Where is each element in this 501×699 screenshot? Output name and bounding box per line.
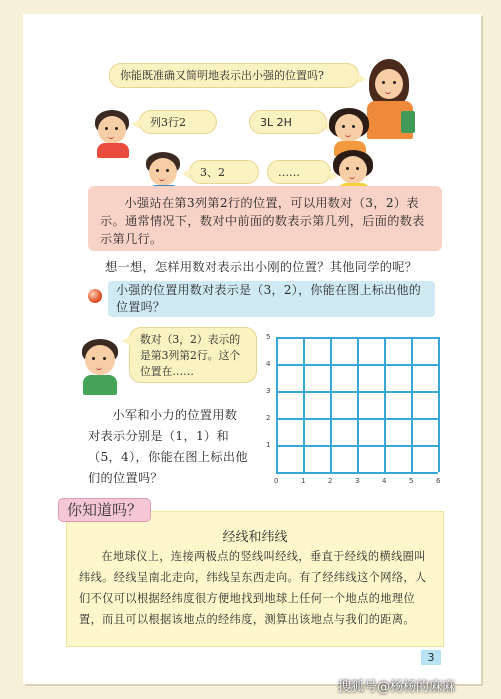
- x-tick-label: 5: [409, 477, 414, 485]
- grid-vertical-line: [276, 337, 278, 472]
- grid-vertical-line: [357, 337, 359, 472]
- task-text: 小强的位置用数对表示是（3，2），你能在图上标出他的位置吗？: [116, 283, 422, 314]
- boy-avatar-3: [78, 339, 122, 395]
- grid-horizontal-line: [276, 337, 438, 339]
- info-box-text: 小强站在第3列第2行的位置，可以用数对（3，2）表示。通常情况下，数对中前面的数表示第几列，后面的数表示第几行。: [100, 196, 425, 246]
- grid-horizontal-line: [276, 391, 438, 393]
- know-tab: 你知道吗？: [58, 498, 151, 522]
- answer-text-1: 列3行2: [150, 116, 186, 129]
- x-tick-label: 4: [382, 477, 387, 485]
- grid-vertical-line: [438, 337, 440, 472]
- grid-vertical-line: [330, 337, 332, 472]
- answer-bubble-4: [267, 160, 331, 184]
- y-tick-label: 2: [266, 414, 271, 422]
- y-tick-label: 5: [266, 333, 271, 341]
- grid-vertical-line: [411, 337, 413, 472]
- kid-bubble-text: 数对（3，2）表示的是第3列第2行。这个位置在……: [140, 333, 241, 378]
- know-text: [79, 546, 433, 630]
- x-tick-label: 3: [355, 477, 360, 485]
- x-tick-label: 2: [328, 477, 333, 485]
- know-text-body: 在地球仪上，连接两极点的竖线叫经线，垂直于经线的横线圈叫纬线。经线呈南北走向，纬线呈东西走向。有了经纬线这个网络，人们不仅可以根据经纬度很方便地找到地球上任何一个地点的地理位置，而且可以根据该地点的经纬度，测算出该地点与我们的距离。: [79, 550, 427, 626]
- y-tick-label: 1: [266, 441, 271, 449]
- watermark: 搜狐号@杨杨的麻麻: [338, 680, 456, 695]
- answer-bubble-2: [249, 110, 327, 134]
- question-text: 你能既准确又简明地表示出小强的位置吗?: [120, 69, 324, 82]
- grid-vertical-line: [303, 337, 305, 472]
- question-paragraph: [88, 405, 248, 489]
- x-tick-label: 1: [301, 477, 306, 485]
- question-paragraph-text: 小军和小力的位置用数对表示分别是（1，1）和（5，4），你能在图上标出他们的位置吗？: [88, 408, 248, 485]
- know-box: [66, 511, 444, 647]
- grid-horizontal-line: [276, 445, 438, 447]
- textbook-page: [23, 14, 481, 684]
- answer-bubble-3: [189, 160, 259, 184]
- page-number: 3: [421, 650, 441, 665]
- task-box: [108, 281, 435, 317]
- answer-text-3: 3、2: [200, 166, 225, 179]
- ball-icon: [88, 289, 102, 303]
- answer-bubble-1: [139, 110, 217, 134]
- answer-text-2: 3L 2H: [260, 116, 292, 129]
- kid-bubble: [129, 327, 257, 383]
- teacher-avatar: [363, 59, 419, 139]
- grid-horizontal-line: [276, 418, 438, 420]
- grid-vertical-line: [384, 337, 386, 472]
- know-title: 经线和纬线: [222, 530, 288, 545]
- girl-avatar-1: [329, 108, 369, 156]
- grid-horizontal-line: [276, 364, 438, 366]
- boy-avatar-1: [93, 110, 133, 158]
- think-prompt: 想一想，怎样用数对表示出小刚的位置？其他同学的呢？: [105, 260, 418, 274]
- y-tick-label: 4: [266, 360, 271, 368]
- y-tick-label: 3: [266, 387, 271, 395]
- x-tick-label: 6: [436, 477, 441, 485]
- x-tick-label: 0: [274, 477, 279, 485]
- answer-text-4: ……: [278, 166, 300, 179]
- question-bubble: [109, 63, 359, 88]
- info-box: [88, 186, 442, 251]
- grid-horizontal-line: [276, 472, 438, 474]
- coordinate-grid[interactable]: [258, 322, 448, 485]
